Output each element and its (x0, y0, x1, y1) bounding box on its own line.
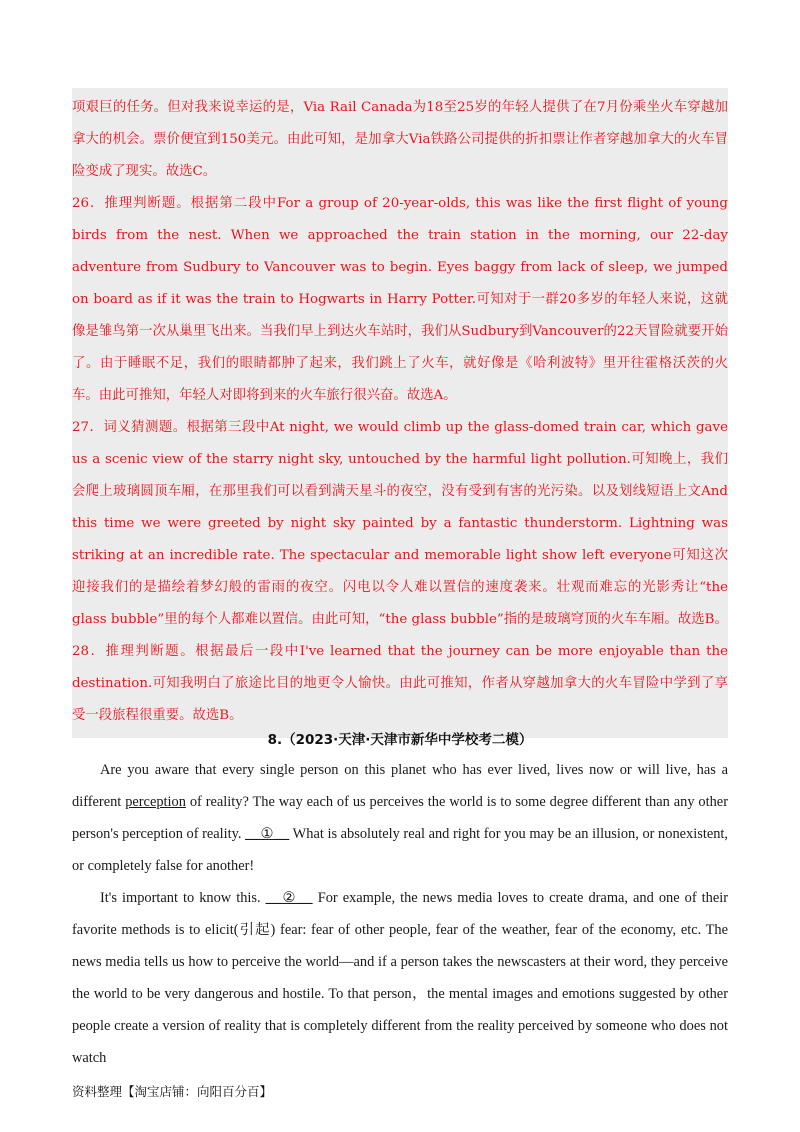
blank-1: __①__ (245, 826, 290, 842)
passage-p2-text-end: For example, the news media loves to create drama, and one of their favorite methods is to elicit(引起) fear: fear of other people, fear of the weather, fear of the economy, etc. The news media tells us how to perceive the world—and if a person takes the newscasters at their word, they perceive the world to be very dangerous and hostile. To that person，the mental images and emotions suggested by other people create a version of reality that is completely different from the reality perceived by someone who does not watch (72, 890, 729, 1066)
passage-p2-text-start: It's important to know this. (100, 890, 266, 906)
answer-25-continuation: 项艰巨的任务。但对我来说幸运的是，Via Rail Canada为18至25岁的年轻人提供了在7月份乘坐火车穿越加拿大的机会。票价便宜到150美元。由此可知，是加拿大Via铁路公司提供的折扣票让作者穿越加拿大的火车冒险变成了现实。故选C。 (72, 100, 728, 179)
underlined-word-perception: perception (125, 794, 186, 810)
passage-p1-text-start: Are you aware that every single person on this planet who has ever lived, lives now or will live, has a different (72, 762, 728, 810)
blank-2: __②__ (265, 890, 313, 906)
answer-27-explanation: 27．词义猜测题。根据第三段中At night, we would climb up the glass-domed train car, which gave us a scenic view of the starry night sky, untouched by the harmful light pollution.可知晚上，我们会爬上玻璃圆顶车厢，在那里我们可以看到满天星斗的夜空，没有受到有害的光污染。以及划线短语上文And this time we were greeted by night sky painted by a fantastic thunderstorm. Lightning was striking at an incredible rate. The spectacular and memorable light show left everyone可知这次迎接我们的是描绘着梦幻般的雷雨的夜空。闪电以令人难以置信的速度袭来。壮观而难忘的光影秀让“the glass bubble”里的每个人都难以置信。由此可知，“the glass bubble”指的是玻璃穹顶的火车车厢。故选B。 (72, 420, 728, 627)
reading-passage (72, 754, 728, 1074)
answer-26-explanation: 26．推理判断题。根据第二段中For a group of 20-year-olds, this was like the first flight of young birds from the nest. When we approached the train station in the morning, our 22-day adventure from Sudbury to Vancouver was to begin. Eyes baggy from lack of sleep, we jumped on board as if it was the train to Hogwarts in Harry Potter.可知对于一群20多岁的年轻人来说，这就像是雏鸟第一次从巢里飞出来。当我们早上到达火车站时，我们从Sudbury到Vancouver的22天冒险就要开始了。由于睡眠不足，我们的眼睛都肿了起来，我们跳上了火车，就好像是《哈利波特》里开往霍格沃茨的火车。由此可推知，年轻人对即将到来的火车旅行很兴奋。故选A。 (72, 196, 728, 403)
passage-p1-text-end: What is absolutely real and right for you may be an illusion, or nonexistent, or completely false for another! (72, 826, 728, 874)
footer-source-note: 资料整理【淘宝店铺：向阳百分百】 (72, 1084, 273, 1099)
passage-paragraph-1 (72, 754, 728, 882)
section-title: 8.（2023·天津·天津市新华中学校考二模） (267, 732, 533, 748)
passage-p1-text-mid: of reality? The way each of us perceives the world is to some degree different than any other person's perception of reality. (72, 794, 728, 842)
answer-explanation-block (72, 88, 728, 738)
answer-28-explanation: 28．推理判断题。根据最后一段中I've learned that the journey can be more enjoyable than the destination.可知我明白了旅途比目的地更令人愉快。由此可推知，作者从穿越加拿大的火车冒险中学到了享受一段旅程很重要。故选B。 (72, 644, 728, 723)
passage-paragraph-2 (72, 882, 728, 1074)
